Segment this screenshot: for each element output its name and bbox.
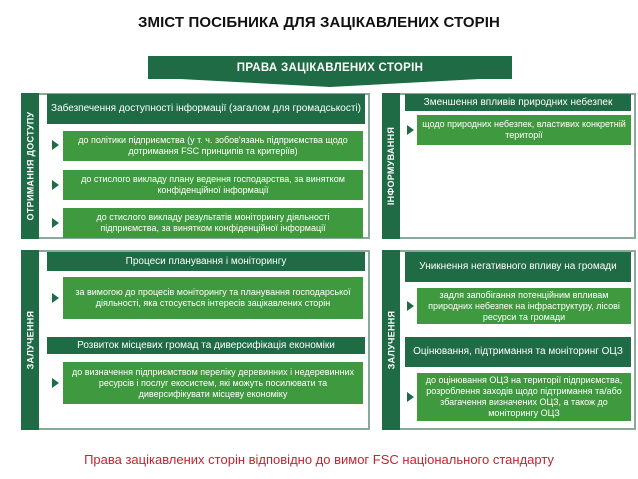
side-label-engage-right-text: ЗАЛУЧЕННЯ	[386, 310, 396, 370]
side-label-inform-text: ІНФОРМУВАННЯ	[386, 126, 396, 206]
hcv-header: Оцінювання, підтримання та моніторинг ОЦЗ	[405, 337, 631, 367]
bullet-arrow	[52, 140, 59, 150]
side-label-inform	[382, 93, 400, 239]
community-header: Розвиток місцевих громад та диверсифікація економіки	[47, 337, 365, 354]
side-label-access-text: ОТРИМАННЯ ДОСТУПУ	[25, 111, 36, 221]
banner: ПРАВА ЗАЦІКАВЛЕНИХ СТОРІН	[148, 56, 512, 79]
side-label-engage-left-text: ЗАЛУЧЕННЯ	[25, 310, 35, 370]
planning-item: за вимогою до процесів моніторингу та планування господарської діяльності, яка стосується інтересів зацікавлених сторін	[63, 277, 363, 319]
section-access-header: Забезпечення доступності інформації (загалом для громадськості)	[47, 94, 365, 124]
page-title: ЗМІСТ ПОСІБНИКА ДЛЯ ЗАЦІКАВЛЕНИХ СТОРІН	[138, 14, 500, 31]
access-item-2: до стислого викладу плану ведення господарства, за винятком конфіденційної інформації	[63, 170, 363, 200]
footer-caption: Права зацікавлених сторін відповідно до вимог FSC національного стандарту	[84, 452, 554, 467]
inform-item-1: щодо природних небезпек, властивих конкретній території	[417, 115, 631, 145]
bullet-arrow	[407, 125, 414, 135]
bullet-arrow	[407, 392, 414, 402]
bullet-arrow	[407, 301, 414, 311]
access-item-3: до стислого викладу результатів моніторингу діяльності підприємства, за винятком конфіденційної інформації	[63, 208, 363, 238]
community-item: до визначення підприємством переліку деревинних і недеревинних ресурсів і послуг екосистем, які можуть посилювати та диверсифікувати місцеву економіку	[63, 362, 363, 404]
section-inform-header: Зменшення впливів природних небезпек	[405, 94, 631, 111]
banner-arrow	[180, 79, 480, 87]
planning-header: Процеси планування і моніторингу	[47, 252, 365, 271]
bullet-arrow	[52, 218, 59, 228]
bullet-arrow	[52, 180, 59, 190]
avoid-impact-item: задля запобігання потенційним впливам природних небезпек на інфраструктуру, лісові ресурси та громади	[417, 288, 631, 324]
hcv-item: до оцінювання ОЦЗ на території підприємства, розроблення заходів щодо підтримання та/або збагачення визначених ОЦЗ, а також до моніторингу ОЦЗ	[417, 373, 631, 421]
side-label-engage-right	[382, 250, 400, 430]
bullet-arrow	[52, 293, 59, 303]
side-label-engage-left	[21, 250, 39, 430]
bullet-arrow	[52, 378, 59, 388]
side-label-access	[21, 93, 39, 239]
access-item-1: до політики підприємства (у т. ч. зобов'язань підприємства щодо дотримання FSC принципів та критеріїв)	[63, 131, 363, 161]
avoid-impact-header: Уникнення негативного впливу на громади	[405, 252, 631, 282]
